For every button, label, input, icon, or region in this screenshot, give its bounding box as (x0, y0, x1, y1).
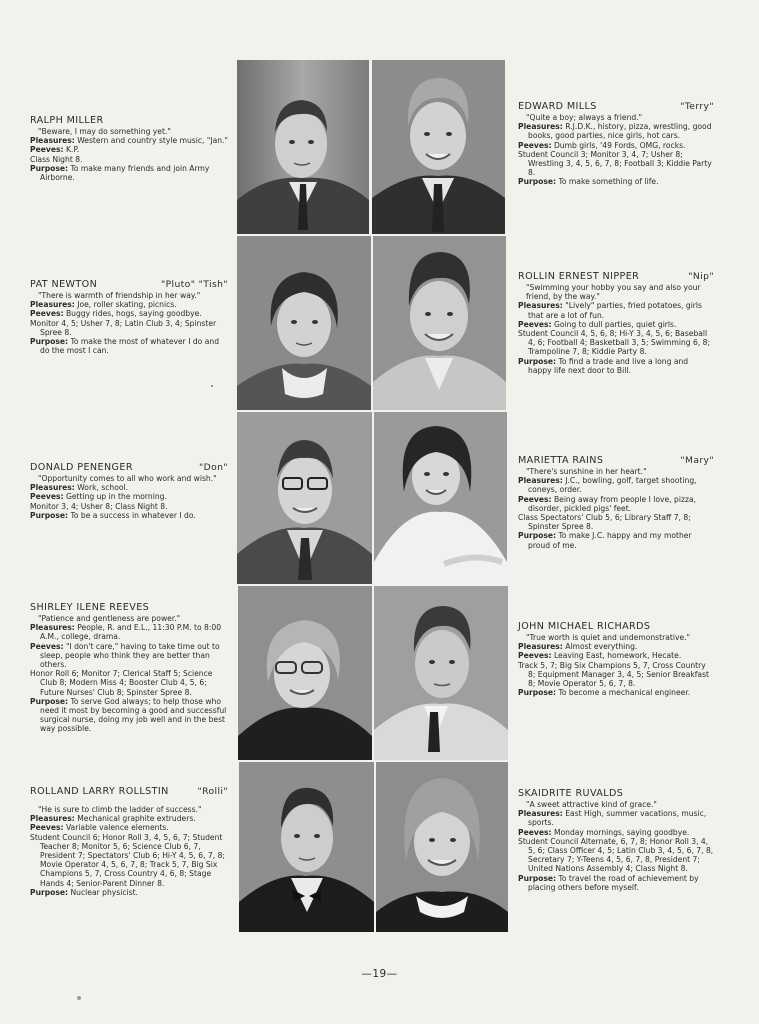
detail-pleasures: Pleasures: Joe, roller skating, picnics. (30, 300, 177, 310)
detail-purpose: Purpose: Nuclear physicist. (30, 887, 138, 897)
detail-pleasures: Pleasures: "Lively" parties, fried potatoes, girls that are a lot of fun. (518, 301, 702, 320)
detail-activities: Class Spectators' Club 5, 6; Library Staff 7, 8; Spinster Spree 8. (518, 513, 691, 532)
detail-purpose: Purpose: To make J.C. happy and my mother proud of me. (518, 531, 692, 550)
student-quote: "Quite a boy; always a friend." (526, 113, 643, 122)
student-quote: "There's sunshine in her heart." (526, 467, 647, 476)
detail-activities: Monitor 3, 4; Usher 8; Class Night 8. (30, 501, 168, 511)
detail-activities: Student Council 4, 5, 6, 8; Hi-Y 3, 4, 5, 6; Baseball 4, 6; Football 4; Basketball 3, 5; Swimming 6, 8; Trampoline 7, 8; Kiddie Party 8. (518, 329, 711, 357)
paper-speck (211, 385, 213, 387)
student-nickname: "Rolli" (197, 786, 228, 797)
student-entry-donald-penenger (30, 462, 228, 520)
student-name: SKAIDRITE RUVALDS (518, 788, 624, 799)
portrait-photo-rolland-rollstin (239, 762, 374, 932)
portrait-photo-skaidrite-ruvalds (376, 762, 508, 932)
detail-activities: Track 5, 7; Big Six Champions 5, 7, Cross Country 8; Equipment Manager 3, 4, 5; Senior Breakfast 8; Movie Operator 5, 6, 7, 8. (518, 660, 710, 689)
student-name: ROLLAND LARRY ROLLSTIN (30, 786, 169, 797)
student-quote: "A sweet attractive kind of grace." (526, 800, 657, 809)
portrait-photo-pat-newton (237, 236, 371, 410)
portrait-photo-ralph-miller (237, 60, 369, 234)
detail-pleasures: Pleasures: Work, school. (30, 483, 129, 493)
portrait-photo-donald-penenger (237, 412, 372, 584)
detail-peeves: Peeves: K.P. (30, 145, 80, 155)
detail-pleasures: Pleasures: Western and country style music, "Jan." (30, 136, 228, 146)
student-entry-rollin-nipper (518, 271, 714, 375)
detail-pleasures: Pleasures: Almost everything. (518, 642, 638, 652)
detail-activities: Student Council 3; Monitor 3, 4, 7; Usher 8; Wrestling 3, 4, 5, 6, 7, 8; Football 3; Kiddie Party 8. (518, 149, 712, 178)
detail-pleasures: Pleasures: R.J.D.K., history, pizza, wrestling, good books, good parties, nice girls, hot cars. (518, 122, 712, 141)
detail-peeves: Peeves: Monday mornings, saying goodbye. (518, 827, 690, 837)
page-number: —19— (361, 968, 398, 980)
detail-pleasures: Pleasures: People, R. and E.L., 11:30 P.M. to 8:00 A.M., college, drama. (30, 623, 222, 642)
detail-peeves: Peeves: Leaving East, homework, Hecate. (518, 651, 682, 661)
detail-purpose: Purpose: To make many friends and join Army Airborne. (30, 163, 210, 183)
student-name: ROLLIN ERNEST NIPPER (518, 271, 640, 282)
detail-purpose: Purpose: To find a trade and live a long and happy life next door to Bill. (518, 356, 689, 375)
detail-pleasures: Pleasures: East High, summer vacations, music, sports. (518, 809, 707, 828)
student-nickname: "Nip" (688, 271, 714, 282)
detail-peeves: Peeves: Dumb girls, '49 Fords, OMG, rocks. (518, 140, 686, 150)
detail-activities: Honor Roll 6; Monitor 7; Clerical Staff 5; Science Club 8; Modern Miss 4; Booster Club 4, 5, 6; Future Nurses' Club 8; Spinster Spree 8. (30, 669, 213, 697)
detail-peeves: Peeves: Getting up in the morning. (30, 492, 167, 502)
student-nickname: "Mary" (680, 455, 714, 466)
student-quote: "He is sure to climb the ladder of success." (38, 805, 202, 814)
student-entry-pat-newton (30, 279, 228, 355)
detail-purpose: Purpose: To become a mechanical engineer. (518, 688, 691, 698)
portrait-photo-edward-mills (372, 60, 505, 234)
detail-purpose: Purpose: To make the most of whatever I do and do the most I can. (30, 337, 220, 356)
student-entry-shirley-reeves (30, 602, 228, 734)
student-quote: "True worth is quiet and undemonstrative." (526, 633, 691, 642)
detail-activities: Student Council 6; Honor Roll 3, 4, 5, 6, 7; Student Teacher 8; Monitor 5, 6; Science Club 6, 7, President 7; Spectators' Club 6; Hi-Y 4, 5, 6, 7, 8; Movie Operator 4, 5, 6, 7, 8; Track 5, 7, Big Six Champions 5, 7, Cross Country 4, 6, 8; Stage Hands 4; Senior-Parent Dinner 8. (30, 832, 225, 888)
student-nickname: "Pluto" "Tish" (160, 279, 228, 290)
detail-activities: Class Night 8. (30, 154, 83, 164)
student-name: MARIETTA RAINS (518, 455, 604, 466)
student-quote: "Opportunity comes to all who work and wish." (38, 474, 217, 483)
detail-peeves: Peeves: Variable valence elements. (30, 823, 169, 833)
student-name: JOHN MICHAEL RICHARDS (518, 621, 651, 632)
student-name: SHIRLEY ILENE REEVES (30, 602, 150, 613)
detail-purpose: Purpose: To travel the road of achievement by placing others before myself. (518, 873, 699, 892)
student-nickname: "Don" (199, 462, 228, 473)
student-entry-rolland-rollstin (30, 786, 228, 897)
student-name: PAT NEWTON (30, 279, 98, 290)
student-quote: "Patience and gentleness are power." (38, 614, 181, 623)
detail-pleasures: Pleasures: J.C., bowling, golf, target shooting, coneys, order. (518, 476, 697, 495)
detail-peeves: Peeves: Being away from people I love, pizza, disorder, pickled pigs' feet. (518, 494, 697, 513)
portrait-photo-rollin-nipper (373, 236, 506, 410)
detail-pleasures: Pleasures: Mechanical graphite extruders. (30, 814, 196, 824)
student-entry-marietta-rains (518, 455, 714, 550)
detail-purpose: Purpose: To serve God always; to help those who need it most by becoming a good and successful surgical nurse, doing my job well and in the best way possible. (30, 696, 227, 734)
student-name: RALPH MILLER (30, 115, 104, 126)
paper-speck (77, 996, 81, 1000)
detail-peeves: Peeves: "I don't care," having to take time out to sleep, people who think they are better than others. (30, 641, 220, 670)
detail-peeves: Peeves: Going to dull parties, quiet girls. (518, 319, 677, 329)
detail-purpose: Purpose: To be a success in whatever I do. (30, 510, 196, 520)
student-entry-john-richards (518, 621, 714, 697)
detail-activities: Student Council Alternate, 6, 7, 8; Honor Roll 3, 4, 5, 6; Class Officer 4, 5; Latin Club 3, 4, 5, 6, 7, 8, Secretary 7; Y-Teens 4, 5, 6, 7, 8, President 7; United Nations Assembly 4; Class Night 8. (518, 836, 714, 874)
detail-peeves: Peeves: Buggy rides, hogs, saying goodbye. (30, 309, 202, 319)
student-name: EDWARD MILLS (518, 101, 597, 112)
portrait-photo-marietta-rains (374, 412, 507, 584)
student-entry-ralph-miller (30, 115, 228, 182)
detail-purpose: Purpose: To make something of life. (518, 177, 659, 187)
detail-activities: Monitor 4, 5; Usher 7, 8; Latin Club 3, 4; Spinster Spree 8. (30, 318, 217, 337)
student-entry-edward-mills (518, 101, 714, 187)
student-quote: "There is warmth of friendship in her way." (38, 291, 201, 300)
portrait-photo-shirley-reeves (238, 586, 372, 760)
portrait-photo-john-richards (374, 586, 508, 760)
student-entry-skaidrite-ruvalds (518, 788, 714, 892)
student-quote: "Beware, I may do something yet." (38, 127, 171, 136)
student-name: DONALD PENENGER (30, 462, 133, 473)
student-nickname: "Terry" (680, 101, 714, 112)
student-quote: "Swimming your hobby you say and also your friend, by the way." (526, 283, 701, 302)
